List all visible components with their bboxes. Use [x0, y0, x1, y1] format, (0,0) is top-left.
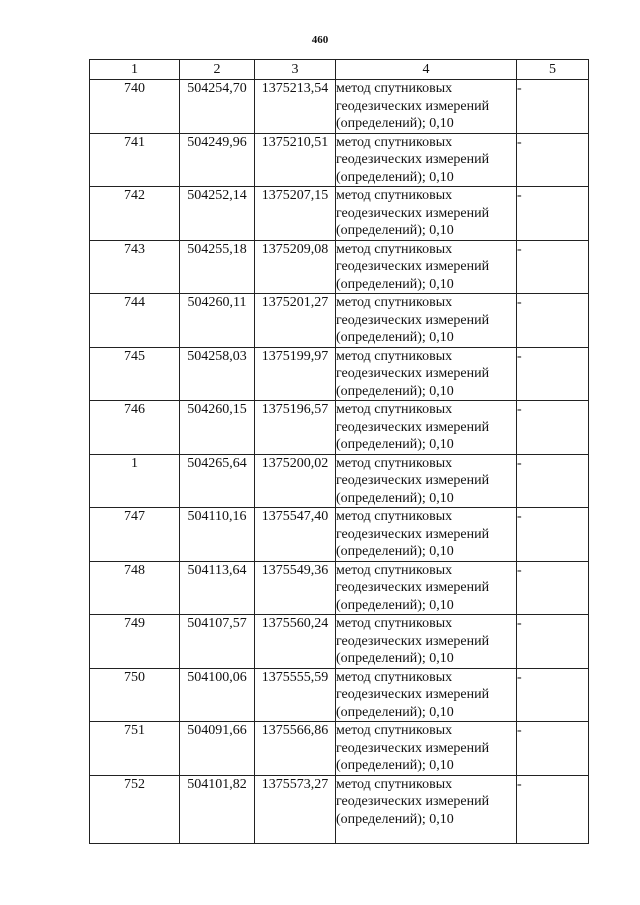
note-cell: - — [517, 775, 589, 843]
note-cell: - — [517, 80, 589, 134]
method-accuracy-cell: метод спутниковых геодезических измерений (определений); 0,10 — [336, 294, 517, 348]
method-accuracy-cell: метод спутниковых геодезических измерений (определений); 0,10 — [336, 454, 517, 508]
table-row — [90, 294, 589, 348]
table-row — [90, 722, 589, 776]
y-coordinate-cell: 1375213,54 — [255, 80, 336, 134]
x-coordinate-cell: 504265,64 — [180, 454, 255, 508]
x-coordinate-cell: 504091,66 — [180, 722, 255, 776]
point-number-cell: 750 — [90, 668, 180, 722]
table-row — [90, 80, 589, 134]
x-coordinate-cell: 504101,82 — [180, 775, 255, 843]
note-cell: - — [517, 133, 589, 187]
y-coordinate-cell: 1375547,40 — [255, 508, 336, 562]
note-cell: - — [517, 454, 589, 508]
method-accuracy-cell: метод спутниковых геодезических измерений (определений); 0,10 — [336, 133, 517, 187]
point-number-cell: 751 — [90, 722, 180, 776]
method-accuracy-cell: метод спутниковых геодезических измерений (определений); 0,10 — [336, 615, 517, 669]
note-cell: - — [517, 561, 589, 615]
x-coordinate-cell: 504260,11 — [180, 294, 255, 348]
column-header-1: 1 — [90, 60, 180, 80]
note-cell: - — [517, 187, 589, 241]
point-number-cell: 744 — [90, 294, 180, 348]
coordinates-table — [89, 59, 589, 844]
y-coordinate-cell: 1375210,51 — [255, 133, 336, 187]
table-row — [90, 775, 589, 843]
y-coordinate-cell: 1375201,27 — [255, 294, 336, 348]
note-cell: - — [517, 401, 589, 455]
method-accuracy-cell: метод спутниковых геодезических измерений (определений); 0,10 — [336, 240, 517, 294]
table-row — [90, 187, 589, 241]
column-header-5: 5 — [517, 60, 589, 80]
point-number-cell: 746 — [90, 401, 180, 455]
y-coordinate-cell: 1375549,36 — [255, 561, 336, 615]
table-body — [90, 80, 589, 844]
note-cell: - — [517, 722, 589, 776]
method-accuracy-cell: метод спутниковых геодезических измерений (определений); 0,10 — [336, 508, 517, 562]
y-coordinate-cell: 1375200,02 — [255, 454, 336, 508]
method-accuracy-cell: метод спутниковых геодезических измерений (определений); 0,10 — [336, 401, 517, 455]
note-cell: - — [517, 294, 589, 348]
note-cell: - — [517, 615, 589, 669]
note-cell: - — [517, 347, 589, 401]
y-coordinate-cell: 1375560,24 — [255, 615, 336, 669]
column-header-3: 3 — [255, 60, 336, 80]
column-header-4: 4 — [336, 60, 517, 80]
page-number: 460 — [311, 34, 329, 46]
table-row — [90, 401, 589, 455]
x-coordinate-cell: 504113,64 — [180, 561, 255, 615]
method-accuracy-cell: метод спутниковых геодезических измерений (определений); 0,10 — [336, 775, 517, 843]
x-coordinate-cell: 504107,57 — [180, 615, 255, 669]
point-number-cell: 742 — [90, 187, 180, 241]
note-cell: - — [517, 668, 589, 722]
x-coordinate-cell: 504249,96 — [180, 133, 255, 187]
y-coordinate-cell: 1375209,08 — [255, 240, 336, 294]
table-row — [90, 668, 589, 722]
table-row — [90, 133, 589, 187]
method-accuracy-cell: метод спутниковых геодезических измерений (определений); 0,10 — [336, 722, 517, 776]
y-coordinate-cell: 1375199,97 — [255, 347, 336, 401]
table-row — [90, 347, 589, 401]
point-number-cell: 747 — [90, 508, 180, 562]
table-row — [90, 508, 589, 562]
y-coordinate-cell: 1375207,15 — [255, 187, 336, 241]
point-number-cell: 741 — [90, 133, 180, 187]
header-row — [90, 60, 589, 80]
point-number-cell: 1 — [90, 454, 180, 508]
y-coordinate-cell: 1375566,86 — [255, 722, 336, 776]
x-coordinate-cell: 504258,03 — [180, 347, 255, 401]
y-coordinate-cell: 1375573,27 — [255, 775, 336, 843]
y-coordinate-cell: 1375555,59 — [255, 668, 336, 722]
method-accuracy-cell: метод спутниковых геодезических измерений (определений); 0,10 — [336, 668, 517, 722]
point-number-cell: 740 — [90, 80, 180, 134]
table-row — [90, 240, 589, 294]
note-cell: - — [517, 240, 589, 294]
x-coordinate-cell: 504260,15 — [180, 401, 255, 455]
x-coordinate-cell: 504252,14 — [180, 187, 255, 241]
table-row — [90, 561, 589, 615]
x-coordinate-cell: 504254,70 — [180, 80, 255, 134]
point-number-cell: 749 — [90, 615, 180, 669]
x-coordinate-cell: 504110,16 — [180, 508, 255, 562]
x-coordinate-cell: 504255,18 — [180, 240, 255, 294]
point-number-cell: 748 — [90, 561, 180, 615]
method-accuracy-cell: метод спутниковых геодезических измерений (определений); 0,10 — [336, 347, 517, 401]
point-number-cell: 752 — [90, 775, 180, 843]
column-header-2: 2 — [180, 60, 255, 80]
note-cell: - — [517, 508, 589, 562]
method-accuracy-cell: метод спутниковых геодезических измерений (определений); 0,10 — [336, 561, 517, 615]
method-accuracy-cell: метод спутниковых геодезических измерений (определений); 0,10 — [336, 80, 517, 134]
point-number-cell: 743 — [90, 240, 180, 294]
table-row — [90, 615, 589, 669]
y-coordinate-cell: 1375196,57 — [255, 401, 336, 455]
point-number-cell: 745 — [90, 347, 180, 401]
method-accuracy-cell: метод спутниковых геодезических измерений (определений); 0,10 — [336, 187, 517, 241]
table-row — [90, 454, 589, 508]
x-coordinate-cell: 504100,06 — [180, 668, 255, 722]
